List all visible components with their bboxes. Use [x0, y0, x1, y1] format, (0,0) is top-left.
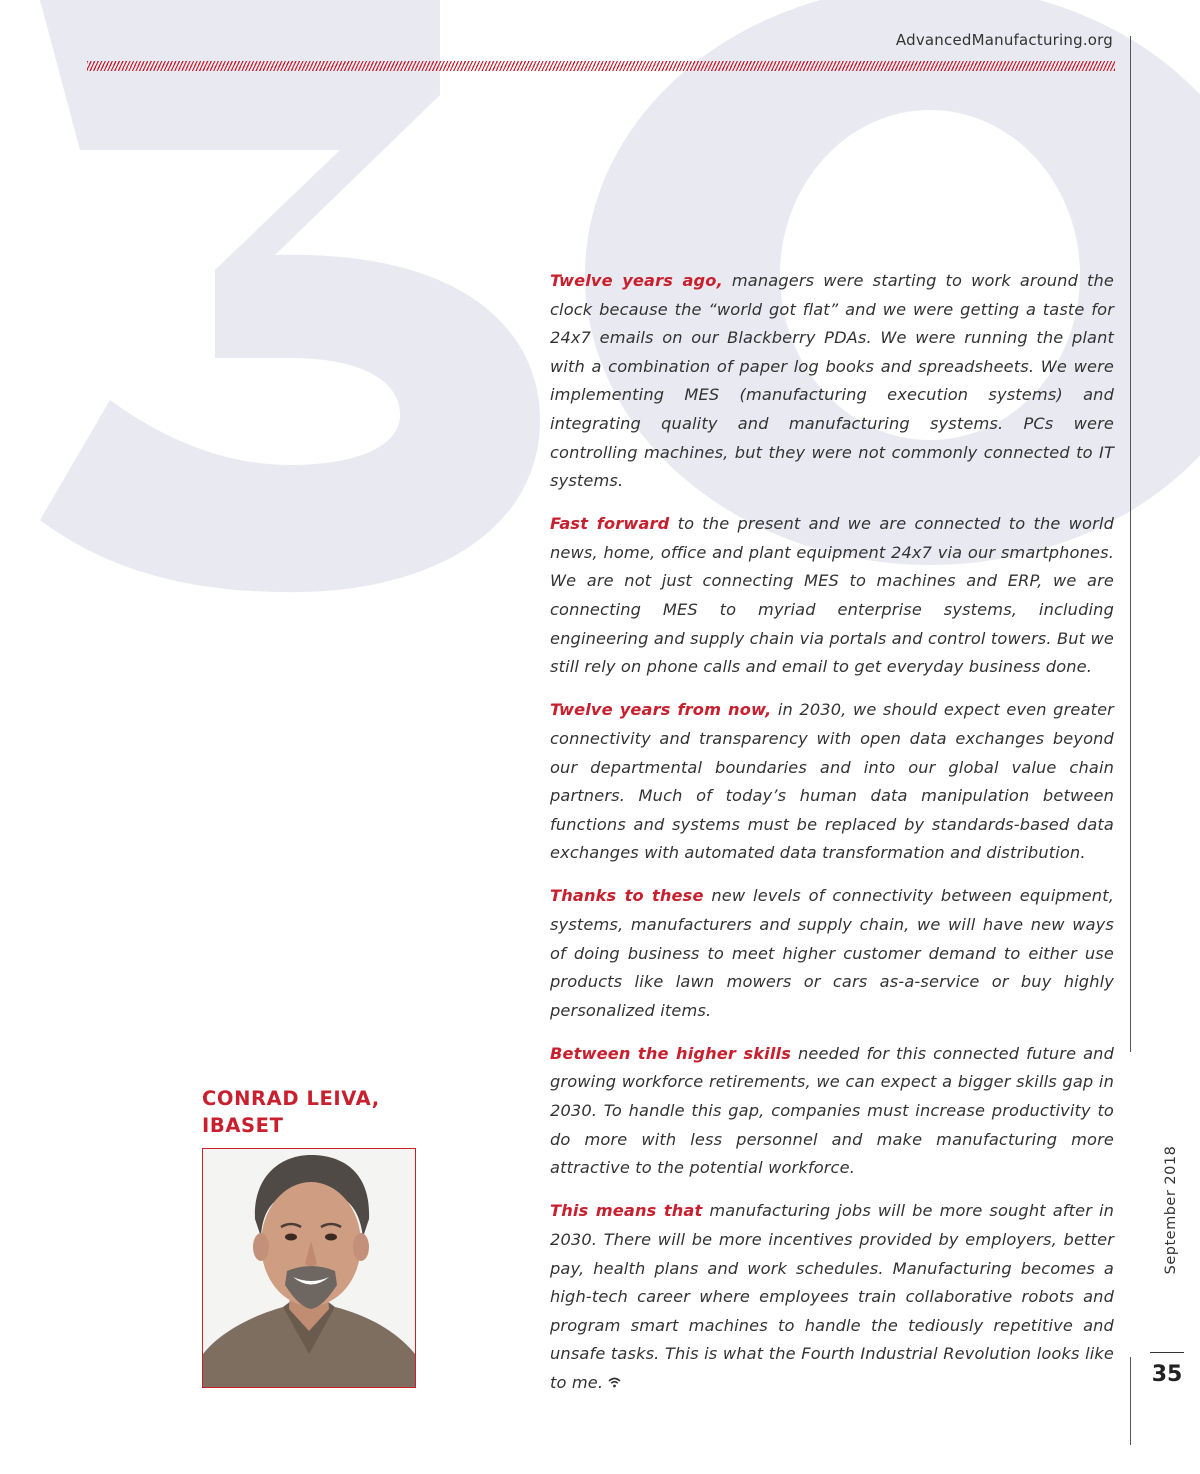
article-paragraph: [550, 696, 1114, 868]
paragraph-lead: This means that: [550, 1201, 703, 1221]
header-hatch-rule: [87, 61, 1115, 71]
page-number: 35: [1151, 1362, 1183, 1387]
author-name: [202, 1085, 380, 1139]
numeral-three-shape: [40, 0, 540, 592]
portrait-illustration: [203, 1149, 415, 1387]
article-paragraph: [550, 510, 1114, 682]
paragraph-lead: Twelve years ago,: [550, 271, 723, 290]
article-paragraph: [550, 1197, 1114, 1397]
paragraph-lead: Twelve years from now,: [550, 700, 772, 720]
paragraph-text: new levels of connectivity between equipment, systems, manufacturers and supply chain, we will have new ways of doing business to meet higher customer demand to either use products like lawn mowers or cars as-a-service or buy highly personalized items.: [550, 886, 1114, 1020]
paragraph-lead: Between the higher skills: [550, 1043, 792, 1063]
article-paragraph: [550, 1040, 1114, 1183]
article-paragraph: [550, 882, 1114, 1025]
page-number-rule: [1150, 1352, 1184, 1353]
site-url[interactable]: AdvancedManufacturing.org: [895, 31, 1113, 49]
author-name-line1: CONRAD LEIVA,: [202, 1087, 380, 1110]
issue-date: September 2018: [1163, 1145, 1179, 1275]
paragraph-text: to the present and we are connected to the world news, home, office and plant equipment 24x7 via our smartphones. We are not just connecting MES to machines and ERP, we are connecting MES to myriad enterprise systems, including engineering and supply chain via portals and control towers. But we still rely on phone calls and email to get everyday business done.: [550, 514, 1114, 677]
margin-rule: [1130, 36, 1131, 1052]
wifi-signal-icon: [608, 1369, 621, 1398]
author-photo: [202, 1148, 416, 1388]
paragraph-lead: Thanks to these: [550, 886, 704, 906]
paragraph-text: needed for this connected future and growing workforce retirements, we can expect a bigger skills gap in 2030. To handle this gap, companies must increase productivity to do more with less personnel and make manufacturing more attractive to the potential workforce.: [550, 1043, 1114, 1178]
paragraph-text: managers were starting to work around the clock because the “world got flat” and we were getting a taste for 24x7 emails on our Blackberry PDAs. We were running the plant with a combination of paper log books and spreadsheets. We were implementing MES (manufacturing execution systems) and integrating quality and manufacturing systems. PCs were controlling machines, but they were not commonly connected to IT systems.: [550, 271, 1114, 491]
paragraph-lead: Fast forward: [550, 514, 670, 534]
paragraph-text: manufacturing jobs will be more sought after in 2030. There will be more incentives provided by employers, better pay, health plans and work schedules. Manufacturing becomes a high-tech career where employees train collaborative robots and program smart machines to handle the tediously repetitive and unsafe tasks. This is what the Fourth Industrial Revolution looks like to me.: [550, 1201, 1115, 1392]
margin-rule-lower: [1130, 1357, 1131, 1445]
article-body: [550, 267, 1114, 1412]
author-company: IBASET: [202, 1114, 284, 1137]
article-paragraph: [550, 267, 1114, 496]
paragraph-text: in 2030, we should expect even greater connectivity and transparency with open data exchanges beyond our departmental boundaries and into our global value chain partners. Much of today’s human data manipulation between functions and systems must be replaced by standards-based data exchanges with automated data transformation and distribution.: [550, 700, 1114, 863]
